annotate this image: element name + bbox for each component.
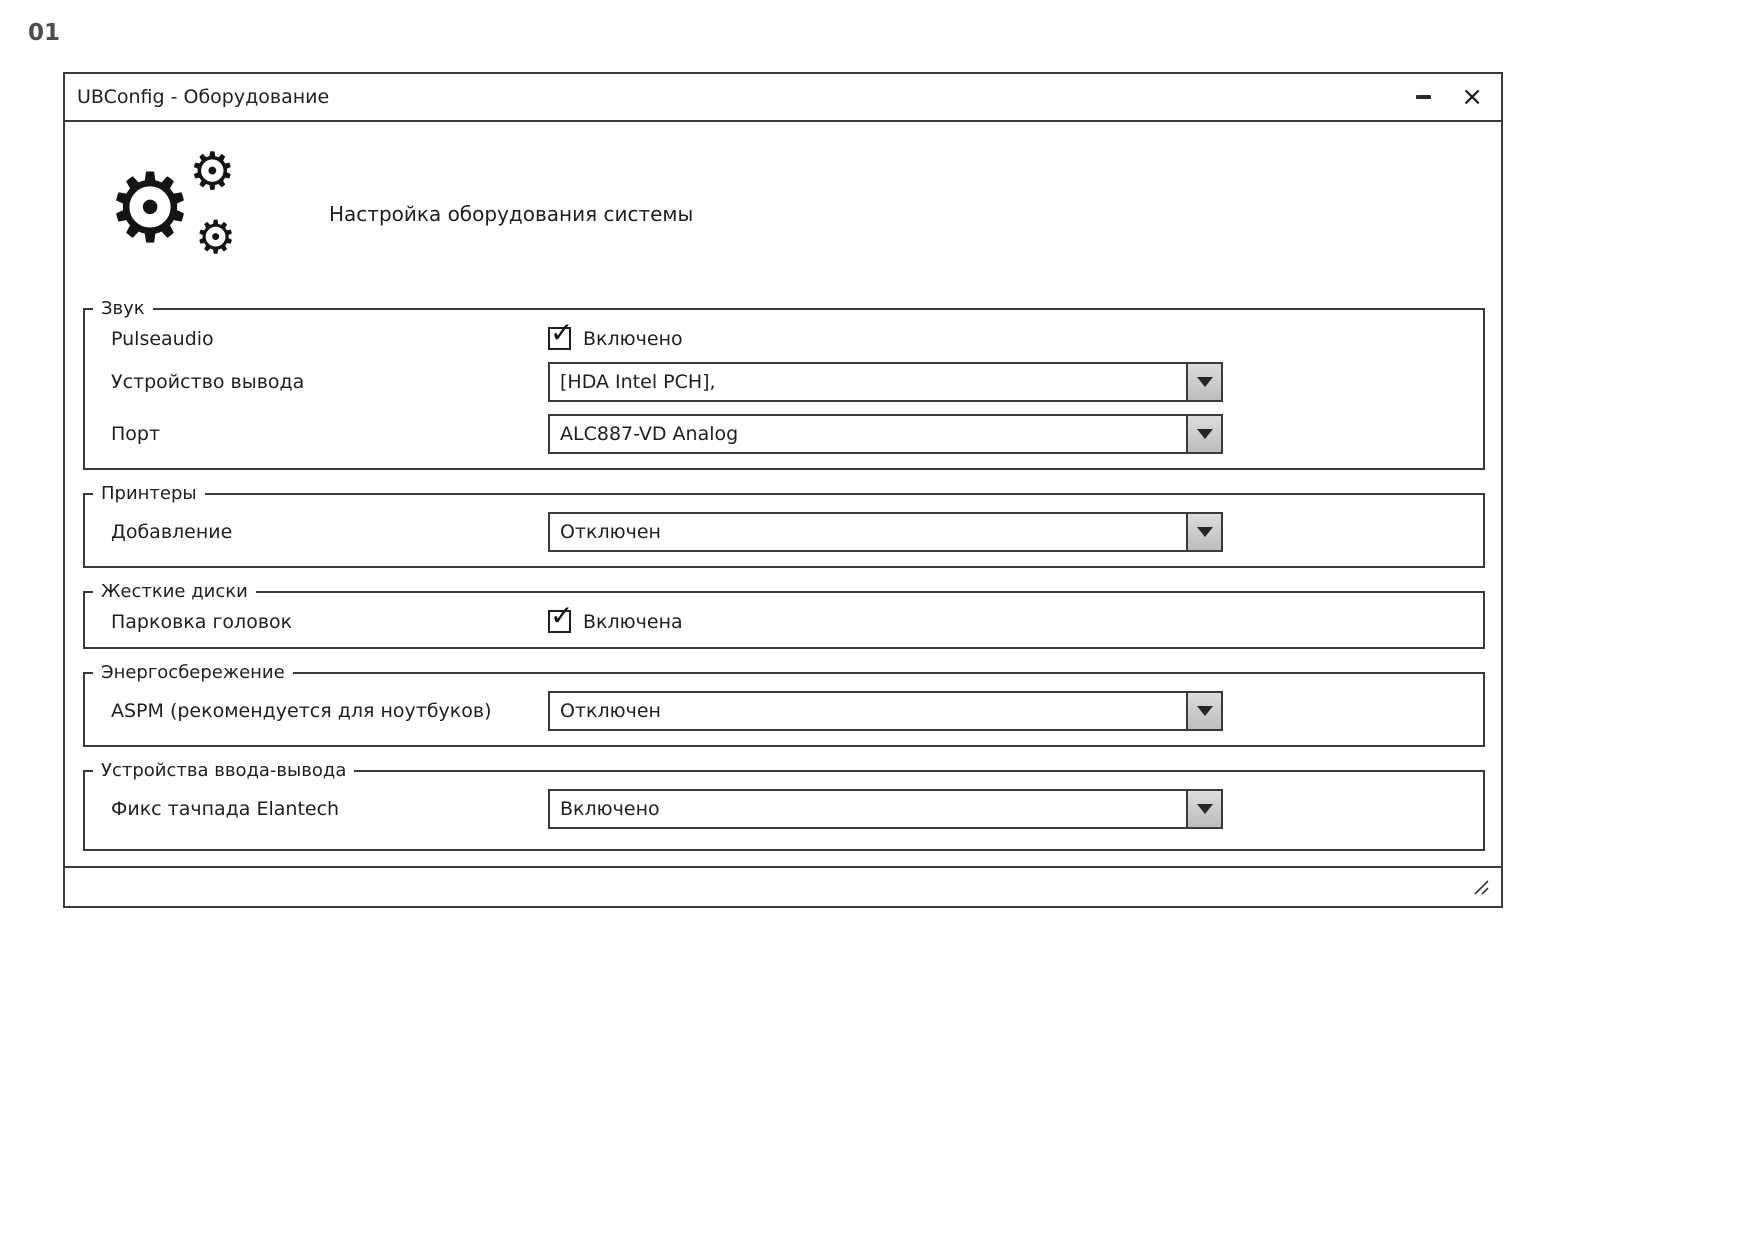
head-parking-checkbox-label: Включена	[583, 610, 683, 633]
window-titlebar	[65, 74, 1501, 122]
row-pulseaudio	[85, 316, 1483, 350]
checkbox-box[interactable]	[548, 316, 574, 350]
printer-add-value: Отключен	[548, 512, 1186, 552]
resize-grip-icon[interactable]	[1471, 879, 1491, 895]
gear-large-icon: ⚙	[107, 152, 194, 264]
elantech-fix-value: Включено	[548, 789, 1186, 829]
elantech-fix-label: Фикс тачпада Elantech	[111, 798, 340, 820]
triangle-down-icon	[1197, 377, 1213, 387]
elantech-fix-select[interactable]	[548, 789, 1223, 829]
row-aspm	[85, 691, 1483, 731]
aspm-select[interactable]	[548, 691, 1223, 731]
printer-add-select[interactable]	[548, 512, 1223, 552]
printer-add-label: Добавление	[111, 521, 233, 543]
pulseaudio-label: Pulseaudio	[111, 327, 214, 350]
group-hard-disks	[83, 581, 1485, 649]
port-label: Порт	[111, 423, 161, 445]
group-printers-legend: Принтеры	[101, 483, 197, 504]
port-value: ALC887-VD Analog	[548, 414, 1186, 454]
row-printer-add	[85, 512, 1483, 552]
aspm-value: Отключен	[548, 691, 1186, 731]
checkmark-icon: ✓	[550, 316, 574, 349]
head-parking-label: Парковка головок	[111, 610, 293, 633]
window-title: UBConfig - Оборудование	[77, 86, 330, 108]
row-output-device	[85, 362, 1483, 402]
pulseaudio-checkbox[interactable]	[548, 316, 683, 350]
group-hard-disks-legend: Жесткие диски	[101, 581, 248, 602]
chevron-down-icon[interactable]	[1186, 512, 1223, 552]
row-port	[85, 414, 1483, 454]
group-power-saving-legend: Энергосбережение	[101, 662, 285, 683]
group-io-devices-legend: Устройства ввода-вывода	[101, 760, 347, 781]
triangle-down-icon	[1197, 429, 1213, 439]
row-elantech-fix	[85, 789, 1483, 829]
group-sound-legend: Звук	[101, 298, 145, 319]
gears-icon	[107, 142, 257, 280]
chevron-down-icon[interactable]	[1186, 414, 1223, 454]
head-parking-checkbox[interactable]	[548, 599, 683, 633]
window-controls	[1416, 82, 1483, 112]
chevron-down-icon[interactable]	[1186, 362, 1223, 402]
group-printers	[83, 483, 1485, 568]
chevron-down-icon[interactable]	[1186, 691, 1223, 731]
output-device-select[interactable]	[548, 362, 1223, 402]
checkmark-icon: ✓	[550, 599, 574, 632]
group-io-devices	[83, 760, 1485, 851]
checkbox-box[interactable]	[548, 599, 574, 633]
status-bar	[65, 866, 1501, 906]
aspm-label: ASPM (рекомендуется для ноутбуков)	[111, 700, 492, 722]
group-sound	[83, 298, 1485, 470]
minimize-icon[interactable]	[1416, 95, 1431, 99]
chevron-down-icon[interactable]	[1186, 789, 1223, 829]
window-header-text: Настройка оборудования системы	[329, 202, 694, 226]
ubconfig-window	[63, 72, 1503, 908]
output-device-value: [HDA Intel PCH],	[548, 362, 1186, 402]
pulseaudio-checkbox-label: Включено	[583, 327, 683, 350]
triangle-down-icon	[1197, 527, 1213, 537]
header-row	[107, 142, 1493, 280]
port-select[interactable]	[548, 414, 1223, 454]
close-icon[interactable]: ×	[1461, 82, 1483, 112]
gear-small-bottom-icon: ⚙	[195, 210, 237, 264]
group-power-saving	[83, 662, 1485, 747]
slide-number: 01	[28, 20, 61, 46]
row-head-parking	[85, 599, 1483, 633]
triangle-down-icon	[1197, 706, 1213, 716]
window-content	[65, 122, 1501, 866]
gear-small-top-icon: ⚙	[189, 142, 236, 202]
output-device-label: Устройство вывода	[111, 371, 305, 393]
triangle-down-icon	[1197, 804, 1213, 814]
